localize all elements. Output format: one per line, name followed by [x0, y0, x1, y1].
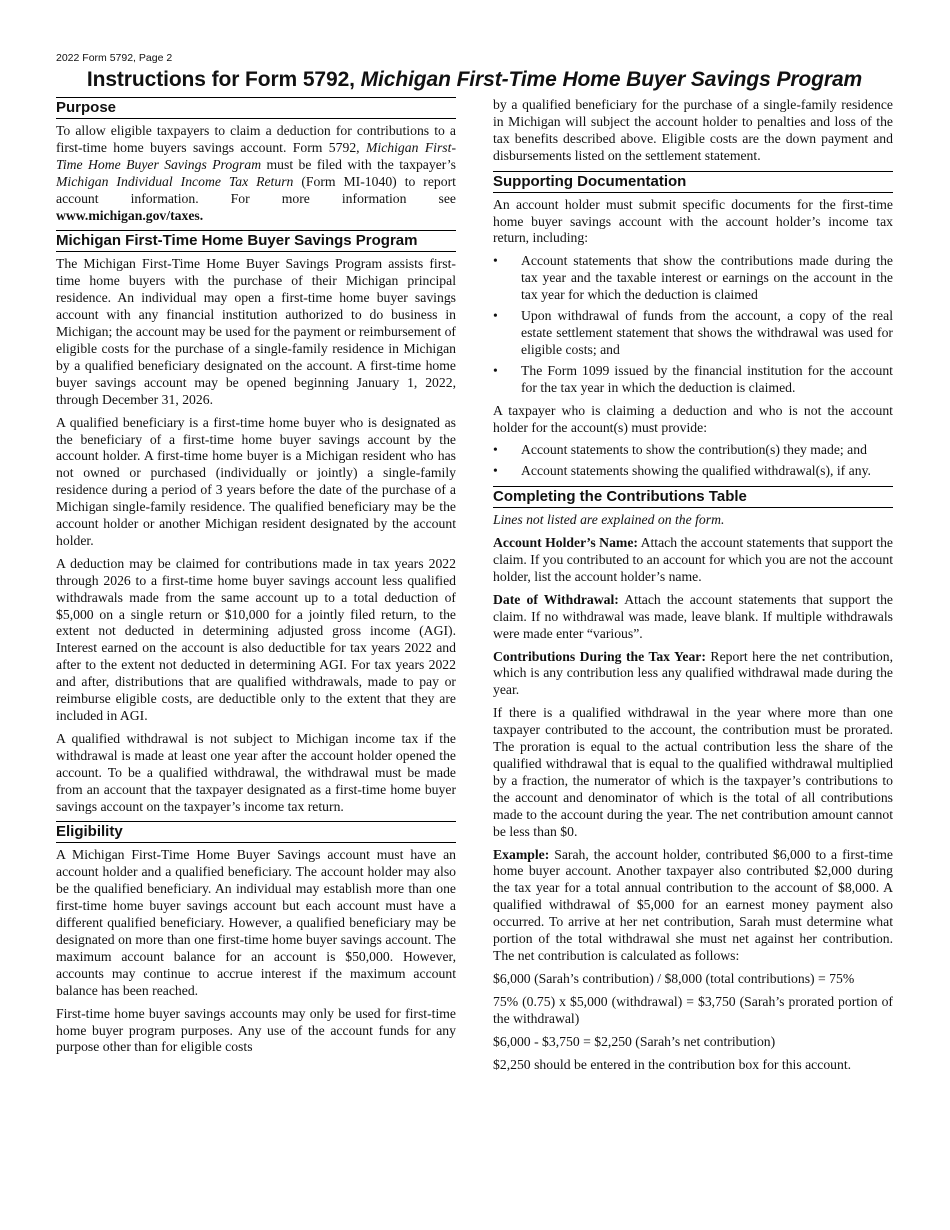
- purpose-text-c: must be filed with the taxpayer’s: [261, 156, 456, 172]
- account-holder-name-paragraph: [493, 535, 893, 586]
- contributions-heading: Completing the Contributions Table: [493, 486, 893, 508]
- right-column: [493, 97, 893, 1079]
- bullet-icon: •: [493, 308, 498, 324]
- list-item: [493, 442, 893, 459]
- program-heading: Michigan First-Time Home Buyer Savings Program: [56, 230, 456, 252]
- list-item-text: Account statements that show the contributions made during the tax year and the taxable interest or earnings on the account in the tax year for which the deduction is claimed: [521, 253, 893, 303]
- purpose-heading: Purpose: [56, 97, 456, 119]
- supporting-intro: An account holder must submit specific documents for the first-time home buyer savings account with the account holder’s income tax return, including:: [493, 196, 893, 246]
- list-item: [493, 463, 893, 480]
- list-item-text: Upon withdrawal of funds from the account, a copy of the real estate settlement statement that shows the withdrawal was used for eligible costs; and: [521, 308, 893, 357]
- program-paragraph-4: A qualified withdrawal is not subject to Michigan income tax if the withdrawal is made at least one year after the account holder opened the account. To be a qualified withdrawal, the withdrawal must be made from an account that the taxpayer designated as a first-time home buyer savings account on the taxpayer’s income tax return.: [56, 730, 456, 814]
- page-label: 2022 Form 5792, Page 2: [56, 52, 173, 64]
- purpose-text-a: To allow eligible taxpayers to claim a deduction for contributions to a first-time home buyers savings account. Form 5792,: [56, 123, 456, 155]
- bullet-icon: •: [493, 362, 498, 378]
- proration-paragraph: If there is a qualified withdrawal in the year where more than one taxpayer contributed to the account, the contribution must be prorated. The proration is equal to the actual contribution less the share of the qualified withdrawal that is equal to the qualified withdrawal multiplied by a fraction, the numerator of which is the taxpayer’s contributions to the account and denominator of which is the total of all contributions made to the account during the year. The net contribution amount cannot be less than $0.: [493, 705, 893, 839]
- supporting-heading: Supporting Documentation: [493, 171, 893, 193]
- bullet-icon: •: [493, 463, 498, 479]
- contributions-during-year-text: Report here the net contribution, which is any contribution less any qualified withdrawal made during the year.: [493, 648, 893, 698]
- purpose-return-name: Michigan Individual Income Tax Return: [56, 173, 294, 189]
- date-of-withdrawal-text: Attach the account statements that support the claim. If no withdrawal was made, leave blank. If multiple withdrawals were made enter “various”.: [493, 591, 893, 641]
- supporting-list-1: [493, 253, 893, 396]
- purpose-form-name: Michigan First-Time Home Buyer Savings Program: [56, 139, 456, 172]
- calculation-line-4: $2,250 should be entered in the contribution box for this account.: [493, 1056, 852, 1072]
- program-paragraph-3: A deduction may be claimed for contributions made in tax years 2022 through 2026 to a first-time home buyer savings account less qualified withdrawals made from the same account up to a total deduction of $5,000 on a single return or $10,000 for a jointly filed return, to the extent not deducted in determining adjusted gross income (AGI). Interest earned on the account is also deductible for tax years 2022 and after to the extent not deducted in determining AGI. For tax years 2022 and after, distributions that are qualified withdrawals, made to pay or reimburse eligible costs, are deductible only to the extent that they are included in AGI.: [56, 555, 456, 723]
- account-holder-name-label: Account Holder’s Name:: [493, 535, 638, 551]
- example-text: Sarah, the account holder, contributed $6,000 to a first-time home buyer account. Another taxpayer also contributed $2,000 during the tax year for a total annual contribution to the account of $8,000. A qualified withdrawal of $5,000 for an earnest money payment also occurred. To arrive at her net contribution, Sarah must determine what portion of the total withdrawal she must net against her contribution. The net contribution is calculated as follows:: [493, 846, 893, 963]
- example-paragraph: [493, 847, 893, 965]
- account-holder-name-text: Attach the account statements that support the claim. If you contributed to an account for which you are not the account holder, list the account holder’s name.: [493, 535, 894, 584]
- contributions-during-year-paragraph: [493, 649, 893, 700]
- program-paragraph-1: The Michigan First-Time Home Buyer Savings Program assists first-time home buyers with the purchase of their Michigan principal residence. An individual may open a first-time home buyer savings account with any financial institution authorized to do business in Michigan; the account may be used for the payment or reimbursement of eligible costs for the purchase of a single-family residence in Michigan by a qualified beneficiary designated on the account. A first-time home buyer savings account may be opened beginning January 1, 2022, through December 31, 2026.: [56, 256, 456, 407]
- eligibility-paragraph-1: A Michigan First-Time Home Buyer Savings account must have an account holder and a qualified beneficiary. The account holder may also be the qualified beneficiary. An individual may establish more than one first-time home buyer savings account but each account must have a different qualified beneficiary. However, a qualified beneficiary may be designated on more than one first-time home buyer savings account. The maximum account balance for an account is $50,000. However, accounts may continue to accrue interest if the maximum account balance has been reached.: [56, 847, 456, 998]
- supporting-paragraph-2: A taxpayer who is claiming a deduction and who is not the account holder for the account(s) must provide:: [493, 402, 893, 435]
- page-title: [56, 68, 893, 92]
- bullet-icon: •: [493, 253, 498, 269]
- date-of-withdrawal-paragraph: [493, 592, 893, 643]
- eligibility-paragraph-2-start: First-time home buyer savings accounts may only be used for first-time home buyer program purposes. Any use of the account funds for any purpose other than for eligible costs: [56, 1005, 456, 1055]
- purpose-text-e: (Form MI-1040) to report account information. For more information see: [56, 173, 456, 206]
- calculation-line-3: $6,000 - $3,750 = $2,250 (Sarah’s net contribution): [493, 1033, 776, 1049]
- title-italic: Michigan First-Time Home Buyer Savings Program: [360, 68, 863, 91]
- example-label: Example:: [493, 846, 550, 862]
- calculation-line-1: $6,000 (Sarah’s contribution) / $8,000 (total contributions) = 75%: [493, 970, 855, 986]
- contributions-note: Lines not listed are explained on the form.: [493, 512, 725, 528]
- list-item-text: Account statements showing the qualified withdrawal(s), if any.: [521, 463, 871, 479]
- purpose-paragraph: [56, 123, 456, 224]
- list-item-text: The Form 1099 issued by the financial institution for the account for the tax year in which the deduction is claimed.: [521, 362, 893, 395]
- date-of-withdrawal-label: Date of Withdrawal:: [493, 591, 619, 607]
- purpose-website-link[interactable]: www.michigan.gov/taxes.: [56, 207, 204, 223]
- title-plain: Instructions for Form 5792,: [86, 68, 361, 91]
- calculation-line-2: 75% (0.75) x $5,000 (withdrawal) = $3,750 (Sarah’s prorated portion of the withdrawal): [493, 993, 893, 1026]
- instructions-page: [56, 52, 893, 1079]
- two-column-body: [56, 97, 893, 1079]
- program-paragraph-2: A qualified beneficiary is a first-time home buyer who is designated as the beneficiary of a first-time home buyer savings account by the account holder. A first-time home buyer is a Michigan resident who has not owned or purchased (individually or jointly) a single-family residence during a period of 3 years before the date of the purchase of a Michigan single-family residence. The qualified beneficiary may be the account holder or another Michigan resident designated by the account holder.: [56, 414, 456, 548]
- list-item-text: Account statements to show the contribution(s) they made; and: [521, 442, 867, 458]
- list-item: [493, 308, 893, 359]
- eligibility-heading: Eligibility: [56, 821, 456, 843]
- eligibility-paragraph-2-continued: by a qualified beneficiary for the purchase of a single-family residence in Michigan will subject the account holder to penalties and loss of the tax benefits described above. Eligible costs are the down payment and disbursements listed on the settlement statement.: [493, 97, 893, 163]
- bullet-icon: •: [493, 442, 498, 458]
- supporting-list-2: [493, 442, 893, 480]
- left-column: [56, 97, 456, 1079]
- list-item: [493, 253, 893, 304]
- contributions-during-year-label: Contributions During the Tax Year:: [493, 648, 706, 664]
- list-item: [493, 363, 893, 397]
